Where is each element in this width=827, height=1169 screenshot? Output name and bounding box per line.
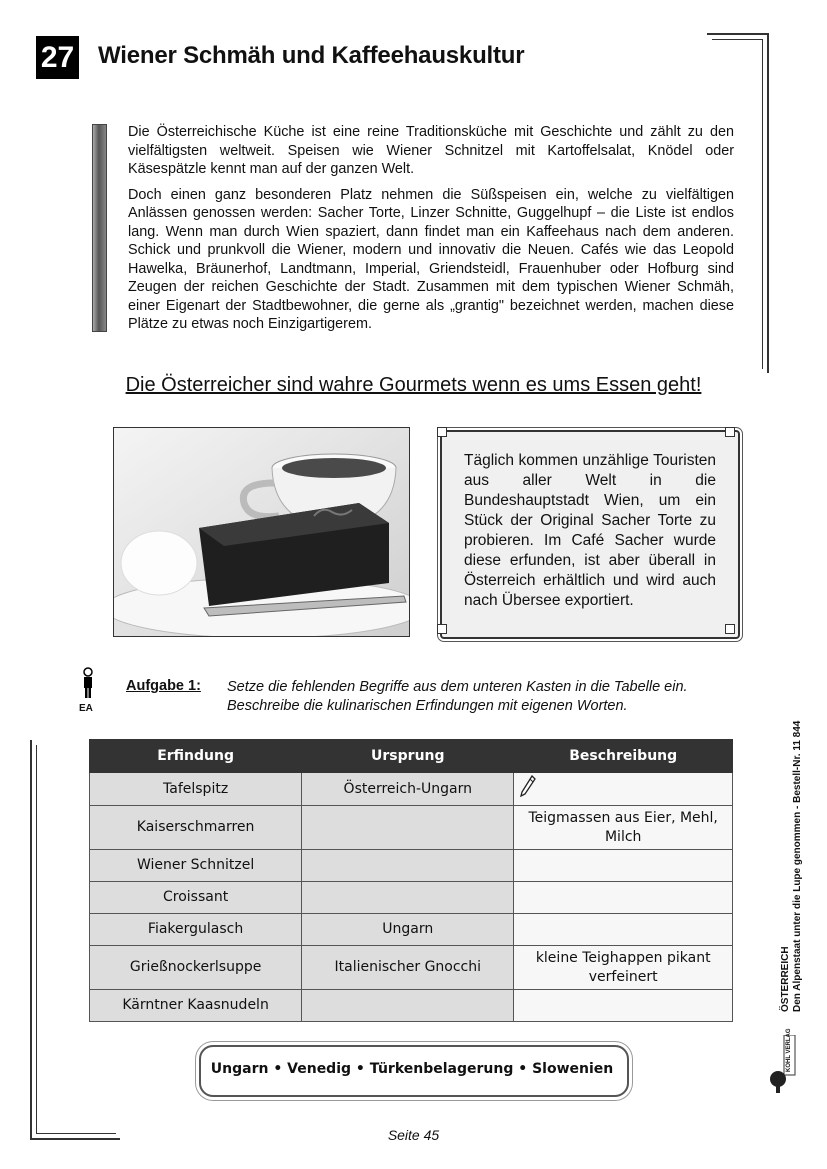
table-row (90, 946, 733, 990)
cell-ursprung[interactable]: Ungarn (302, 914, 514, 946)
word-item: Türkenbelagerung (369, 1061, 514, 1077)
cell-erfindung: Croissant (90, 882, 302, 914)
task-label: Aufgabe 1: (126, 678, 201, 694)
cell-ursprung[interactable] (302, 990, 514, 1022)
page-number: Seite 45 (387, 1127, 440, 1143)
word-separator: • (355, 1061, 365, 1077)
corner-ornament (725, 624, 735, 634)
word-item: Venedig (287, 1061, 352, 1077)
frame-line (30, 740, 32, 1140)
frame-line (767, 33, 769, 373)
intro-paragraph-1: Die Österreichische Küche ist eine reine Traditionsküche mit Geschichte und zählt zu den vielfältigsten weltweit. Speisen wie Wiener Schnitzel mit Kartoffelsalat, Knödel oder Käsespätzle kennt man auf der ganzen Welt. (128, 124, 734, 177)
info-box-text: Täglich kommen unzählige Touristen aus aller Welt in die Bundeshauptstadt Wien, um ein Stück der Original Sacher Torte zu probieren. Im Café Sacher wurde diese erfunden, ist aber überall in Österreich erhältlich und wird auch nach Übersee exportiert. (464, 452, 716, 609)
corner-ornament (437, 427, 447, 437)
inventions-table (89, 739, 733, 1022)
frame-line (762, 39, 763, 369)
page-title: Wiener Schmäh und Kaffeehauskultur (98, 42, 525, 69)
cell-beschreibung[interactable]: kleine Teighappen pikant verfeinert (514, 946, 733, 990)
cell-beschreibung[interactable] (514, 773, 733, 806)
column-header-erfindung: Erfindung (90, 740, 302, 773)
person-icon (80, 667, 96, 706)
cell-erfindung: Fiakergulasch (90, 914, 302, 946)
cell-erfindung: Grießnockerlsuppe (90, 946, 302, 990)
task-line-1: Setze die fehlenden Begriffe aus dem unteren Kasten in die Tabelle ein. (227, 679, 688, 695)
column-header-beschreibung: Beschreibung (514, 740, 733, 773)
intro-text (128, 123, 734, 341)
cell-ursprung[interactable] (302, 882, 514, 914)
cell-beschreibung[interactable] (514, 914, 733, 946)
publisher-name: KOHL VERLAG (786, 1028, 792, 1072)
cell-erfindung: Tafelspitz (90, 773, 302, 806)
cell-ursprung[interactable]: Österreich-Ungarn (302, 773, 514, 806)
publisher-logo (768, 1035, 798, 1095)
table-row (90, 882, 733, 914)
word-separator: • (273, 1061, 283, 1077)
frame-line (712, 39, 763, 40)
table-row (90, 850, 733, 882)
series-subtitle: Den Alpenstaat unter die Lupe genommen - Bestell-Nr. 11 844 (792, 720, 803, 1012)
word-separator: • (518, 1061, 528, 1077)
frame-line (707, 33, 769, 35)
pencil-icon (520, 785, 536, 801)
task-line-2: Beschreibe die kulinarischen Erfindungen mit eigenen Worten. (227, 698, 628, 714)
cell-ursprung[interactable] (302, 806, 514, 850)
table-row (90, 990, 733, 1022)
cell-erfindung: Kaiserschmarren (90, 806, 302, 850)
series-title: ÖSTERREICH (780, 946, 791, 1012)
column-header-ursprung: Ursprung (302, 740, 514, 773)
corner-ornament (725, 427, 735, 437)
word-item: Slowenien (532, 1061, 614, 1077)
frame-line (36, 745, 37, 1133)
table-row (90, 773, 733, 806)
section-headline: Die Österreicher sind wahre Gourmets wenn es ums Essen geht! (125, 374, 702, 396)
cell-erfindung: Kärntner Kaasnudeln (90, 990, 302, 1022)
intro-paragraph-2: Doch einen ganz besonderen Platz nehmen die Süßspeisen ein, welche zu vielfältigen Anlässen genossen werden: Sacher Torte, Linzer Schnitte, Guggelhupf – die Liste ist endlos lang. Wenn man durch Wien spaziert, dann findet man ein Kaffeehaus nach dem anderen. Schick und prunkvoll die Wiener, modern und innovativ die Neuen. Cafés wie das Leopold Hawelka, Bräunerhof, Landtmann, Imperial, Griendsteidl, Frauenhuber oder Hofburg sind Zeugen der reichen Geschichte der Stadt. Zusammen mit dem typischen Wiener Schmäh, einer Eigenart der Stadtbewohner, die gerne als „grantig" bezeichnet werden, machen diese Plätze zu etwas noch Einzigartigerem. (128, 186, 734, 332)
corner-ornament (437, 624, 447, 634)
cell-beschreibung[interactable] (514, 990, 733, 1022)
sacher-torte-photo (113, 427, 410, 637)
table-row (90, 806, 733, 850)
cell-beschreibung[interactable]: Teigmassen aus Eier, Mehl, Milch (514, 806, 733, 850)
intro-bar (92, 124, 107, 332)
cell-erfindung: Wiener Schnitzel (90, 850, 302, 882)
chapter-number: 27 (36, 36, 79, 79)
task-mode-badge: EA (79, 703, 93, 714)
table-row (90, 914, 733, 946)
cell-ursprung[interactable]: Italienischer Gnocchi (302, 946, 514, 990)
word-bank (199, 1061, 625, 1077)
word-item: Ungarn (210, 1061, 269, 1077)
task-instructions (227, 678, 727, 716)
cell-beschreibung[interactable] (514, 882, 733, 914)
cell-beschreibung[interactable] (514, 850, 733, 882)
cell-ursprung[interactable] (302, 850, 514, 882)
series-sidebar (780, 712, 804, 1012)
